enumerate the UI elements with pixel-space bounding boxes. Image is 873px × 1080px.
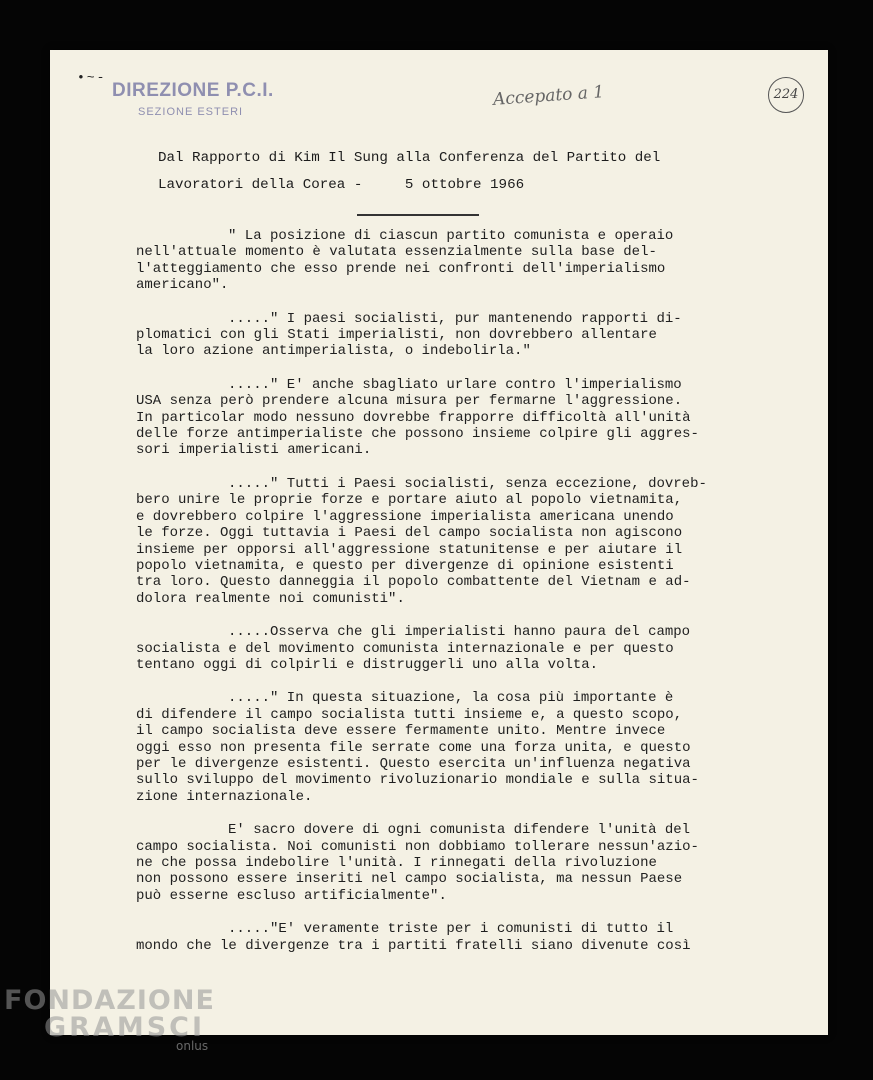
document-body (136, 228, 796, 971)
handwritten-note: Accepato a 1 (492, 82, 605, 110)
title-divider (357, 214, 479, 216)
paragraph-line: delle forze antimperialiste che possono insieme colpire gli aggres- (136, 426, 699, 443)
paragraph-line: In particolar modo nessuno dovrebbe frapporre difficoltà all'unità (136, 409, 691, 426)
paragraph-line: zione internazionale. (136, 788, 313, 805)
paragraph-line: dolora realmente noi comunisti". (136, 590, 405, 607)
paragraph-line: .....Osserva che gli imperialisti hanno paura del campo (228, 624, 691, 641)
paragraph-line: E' sacro dovere di ogni comunista difendere l'unità del (228, 822, 691, 839)
watermark-line-1: FONDAZIONE (4, 985, 215, 1016)
watermark-line-3: onlus (176, 1039, 209, 1053)
stamp-line-1: DIREZIONE P.C.I. (112, 80, 274, 101)
paragraph-line: mondo che le divergenze tra i partiti fratelli siano divenute così (136, 937, 691, 954)
paragraph-line: popolo vietnamita, e questo per divergenze di opinione esistenti (136, 557, 674, 574)
document-number: 224 (768, 77, 804, 113)
stamp-line-2: SEZIONE ESTERI (138, 106, 244, 118)
paragraph-line: ne che possa indebolire l'unità. I rinnegati della rivoluzione (136, 855, 657, 871)
paragraph-line: bero unire le proprie forze e portare aiuto al popolo vietnamita, (136, 492, 683, 509)
paragraph-line: ....."E' veramente triste per i comunisti di tutto il (228, 921, 674, 938)
paragraph-line: oggi esso non presenta file serrate come una forza unita, e questo (136, 739, 691, 756)
office-stamp (112, 80, 274, 118)
watermark-line-2: GRAMSCI (44, 1012, 206, 1043)
paragraph-line: nell'attuale momento è valutata essenzialmente sulla base del- (136, 244, 657, 261)
paragraph-line: plomatici con gli Stati imperialisti, non dovrebbero allentare (136, 327, 657, 344)
paragraph-line: e dovrebbero colpire l'aggressione imperialista americana unendo (136, 508, 674, 525)
paragraph-line: l'atteggiamento che esso prende nei confronti dell'imperialismo (136, 260, 666, 277)
paragraph (136, 921, 796, 954)
paragraph-line: la loro azione antimperialista, o indebolirla." (136, 343, 531, 360)
paragraph-line: USA senza però prendere alcuna misura per fermarne l'aggressione. (136, 393, 683, 410)
paragraph-line: tentano oggi di colpirli e distruggerli uno alla volta. (136, 656, 599, 673)
paragraph-line: ....." In questa situazione, la cosa più importante è (228, 690, 674, 707)
paragraph-line: insieme per opporsi all'aggressione statunitense e per aiutare il (136, 541, 683, 558)
paragraph (136, 377, 796, 459)
paragraph-line: sullo sviluppo del movimento rivoluzionario mondiale e sulla situa- (136, 772, 699, 789)
paragraph-line: ....." Tutti i Paesi socialisti, senza eccezione, dovreb- (228, 475, 707, 492)
paragraph-line: " La posizione di ciascun partito comunista e operaio (228, 228, 674, 244)
paragraph-line: socialista e del movimento comunista internazionale e per questo (136, 640, 674, 657)
document-page (50, 50, 828, 1035)
paragraph-line: può esserne escluso artificialmente". (136, 887, 447, 904)
paragraph (136, 311, 796, 360)
paragraph (136, 228, 796, 294)
paragraph-line: il campo socialista deve essere fermamente unito. Mentre invece (136, 723, 666, 740)
document-title (158, 145, 798, 199)
paragraph-line: per le divergenze esistenti. Questo esercita un'influenza negativa (136, 755, 691, 772)
title-line-1: Dal Rapporto di Kim Il Sung alla Conferenza del Partito del (158, 150, 661, 166)
paragraph-line: ....." I paesi socialisti, pur mantenendo rapporti di- (228, 310, 682, 327)
paragraph-line: americano". (136, 277, 229, 294)
paragraph-line: ....." E' anche sbagliato urlare contro l'imperialismo (228, 376, 682, 393)
paragraph-line: non possono essere inseriti nel campo socialista, ma nessun Paese (136, 871, 683, 888)
paragraph (136, 476, 796, 607)
ink-marks: •~- (77, 70, 107, 85)
paragraph-line: campo socialista. Noi comunisti non dobbiamo tollerare nessun'azio- (136, 838, 699, 855)
paragraph-line: le forze. Oggi tuttavia i Paesi del campo socialista non agiscono (136, 525, 683, 542)
watermark-logo (4, 985, 215, 1053)
title-line-2: Lavoratori della Corea - 5 ottobre 1966 (158, 177, 525, 193)
paragraph-line: tra loro. Questo danneggia il popolo combattente del Vietnam e ad- (136, 574, 691, 591)
paragraph (136, 690, 796, 805)
paragraph-line: di difendere il campo socialista tutti insieme e, a questo scopo, (136, 706, 683, 723)
paragraph (136, 822, 796, 904)
paragraph (136, 624, 796, 673)
paragraph-line: sori imperialisti americani. (136, 442, 372, 459)
